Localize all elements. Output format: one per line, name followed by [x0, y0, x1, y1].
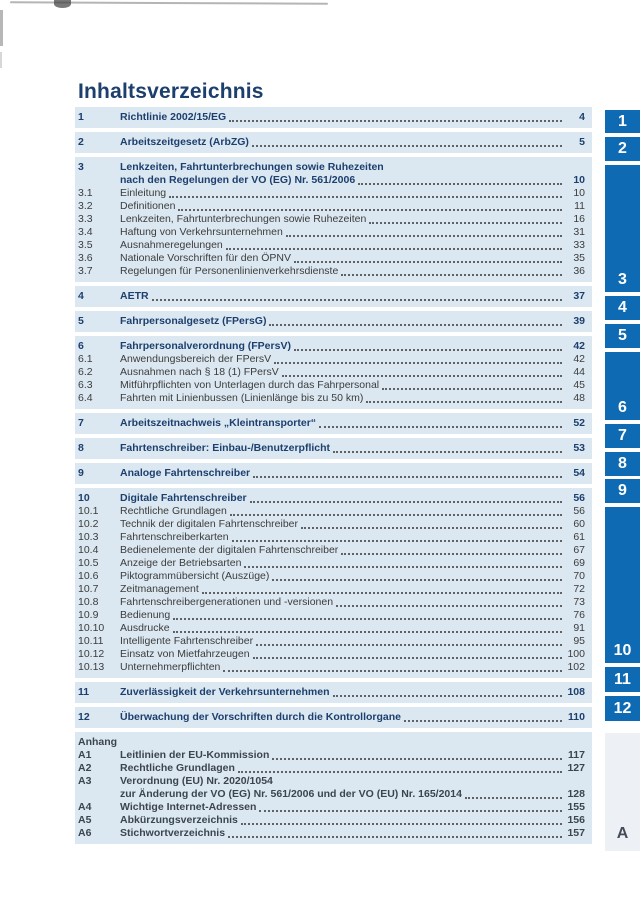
toc-row-number: 8 — [78, 442, 84, 454]
toc-block — [75, 732, 592, 844]
toc-row-label: Intelligente Fahrtenschreiber — [120, 635, 254, 647]
toc-row — [78, 622, 585, 635]
table-of-contents — [75, 107, 592, 844]
toc-row-number: 3.3 — [78, 213, 93, 225]
side-tab-6: 6 — [605, 352, 640, 420]
toc-row-page: 108 — [567, 686, 585, 698]
toc-row-number: 10.6 — [78, 570, 99, 582]
toc-row-label: Einleitung — [120, 187, 167, 199]
toc-row-label: Lenkzeiten, Fahrtunterbrechungen sowie Ruhezeiten — [120, 213, 367, 225]
toc-row — [78, 226, 585, 239]
toc-row-number: 4 — [78, 290, 84, 302]
toc-row-page: 4 — [579, 111, 585, 123]
toc-row-label: Bedienung — [120, 609, 171, 621]
toc-block — [75, 311, 592, 332]
toc-row-number: 10.11 — [78, 635, 104, 647]
side-tab-7: 7 — [605, 424, 640, 448]
toc-row-page: 61 — [573, 531, 585, 543]
toc-row-number: A2 — [78, 762, 92, 774]
toc-row-number: 10.8 — [78, 596, 99, 608]
toc-row-page: 37 — [573, 290, 585, 302]
toc-row-page: 11 — [574, 200, 585, 212]
toc-block — [75, 413, 592, 434]
toc-row — [78, 518, 585, 531]
toc-row-number: 10.1 — [78, 505, 99, 517]
side-tab-11: 11 — [605, 667, 640, 692]
toc-row-page: 117 — [568, 749, 585, 761]
toc-row — [78, 187, 585, 200]
toc-section-header — [78, 736, 585, 749]
toc-row-page: 10 — [573, 174, 585, 186]
toc-row-page: 156 — [567, 814, 585, 826]
toc-row-number: 3.1 — [78, 187, 93, 199]
toc-row — [78, 492, 585, 505]
toc-block — [75, 488, 592, 678]
toc-row-label: zur Änderung der VO (EG) Nr. 561/2006 und der VO (EU) Nr. 165/2014 — [120, 788, 462, 800]
toc-row-page: 100 — [567, 648, 585, 660]
toc-row-label: Zeitmanagement — [120, 583, 199, 595]
toc-row-page: 70 — [573, 570, 585, 582]
toc-row-label: Analoge Fahrtenschreiber — [120, 467, 251, 479]
toc-row — [78, 788, 585, 801]
toc-row-page: 42 — [573, 340, 585, 352]
toc-row-label: Ausnahmeregelungen — [120, 239, 223, 251]
toc-row — [78, 775, 585, 788]
toc-row — [78, 353, 585, 366]
toc-row — [78, 801, 585, 814]
toc-row-page: 33 — [573, 239, 585, 251]
dotted-leader — [269, 324, 562, 326]
toc-row-number: A3 — [78, 775, 92, 787]
dotted-leader — [178, 209, 562, 211]
toc-row — [78, 366, 585, 379]
toc-row-label: Leitlinien der EU-Kommission — [120, 749, 270, 761]
scan-artifact-edge — [0, 10, 3, 46]
toc-row-number: 6.4 — [78, 392, 93, 404]
toc-row-page: 110 — [568, 711, 585, 723]
toc-row — [78, 213, 585, 226]
dotted-leader — [358, 183, 562, 185]
toc-block — [75, 707, 592, 728]
toc-row — [78, 557, 585, 570]
toc-row-page: 56 — [573, 492, 585, 504]
toc-row-number: 1 — [78, 111, 84, 123]
toc-row-label: Einsatz von Mietfahrzeugen — [120, 648, 250, 660]
toc-row-page: 127 — [567, 762, 585, 774]
toc-row-label: Ausdrucke — [120, 622, 170, 634]
dotted-leader — [333, 695, 562, 697]
side-tab-10: 10 — [605, 507, 640, 663]
toc-row-number: 10.4 — [78, 544, 99, 556]
toc-row-number: 3.4 — [78, 226, 93, 238]
dotted-leader — [241, 823, 562, 825]
dotted-leader — [366, 401, 562, 403]
toc-row-label: Überwachung der Vorschriften durch die Kontrollorgane — [120, 711, 402, 723]
side-tab-a: A — [605, 733, 640, 851]
toc-row-page: 44 — [573, 366, 585, 378]
toc-row-label: Fahrten mit Linienbussen (Linienlänge bis zu 50 km) — [120, 392, 364, 404]
scan-artifact-line — [10, 1, 328, 4]
toc-block — [75, 107, 592, 128]
side-tab-2: 2 — [605, 137, 640, 161]
toc-row-label: Fahrtenschreiberkarten — [120, 531, 229, 543]
dotted-leader — [252, 145, 562, 147]
toc-row — [78, 827, 585, 840]
toc-row — [78, 174, 585, 187]
toc-row-number: A6 — [78, 827, 92, 839]
dotted-leader — [229, 120, 562, 122]
toc-row-page: 31 — [573, 226, 585, 238]
toc-row-number: 12 — [78, 711, 90, 723]
dotted-leader — [272, 579, 562, 581]
toc-row — [78, 661, 585, 674]
toc-row-number: 9 — [78, 467, 84, 479]
toc-row — [78, 467, 585, 480]
dotted-leader — [202, 592, 562, 594]
dotted-leader — [169, 196, 562, 198]
side-tab-8: 8 — [605, 452, 640, 476]
scan-artifact-edge — [0, 52, 2, 68]
dotted-leader — [404, 720, 562, 722]
toc-row — [78, 749, 585, 762]
toc-row-number: 6.2 — [78, 366, 93, 378]
dotted-leader — [244, 566, 562, 568]
toc-row — [78, 442, 585, 455]
toc-row-label: Fahrpersonalgesetz (FPersG) — [120, 315, 267, 327]
toc-row-label: nach den Regelungen der VO (EG) Nr. 561/2006 — [120, 174, 356, 186]
toc-row-label: Nationale Vorschriften für den ÖPNV — [120, 252, 292, 264]
toc-row-page: 54 — [573, 467, 585, 479]
toc-row — [78, 239, 585, 252]
dotted-leader — [369, 222, 562, 224]
dotted-leader — [256, 644, 562, 646]
toc-row-page: 69 — [573, 557, 585, 569]
toc-row-label: Verordnung (EU) Nr. 2020/1054 — [120, 775, 273, 787]
toc-row-page: 42 — [573, 353, 585, 365]
toc-row — [78, 340, 585, 353]
toc-row-page: 48 — [573, 392, 585, 404]
toc-row — [78, 544, 585, 557]
toc-row-label: Richtlinie 2002/15/EG — [120, 111, 227, 123]
toc-row-label: Rechtliche Grundlagen — [120, 762, 235, 774]
dotted-leader — [272, 758, 562, 760]
toc-row-page: 95 — [573, 635, 585, 647]
toc-row-label: Arbeitszeitgesetz (ArbZG) — [120, 136, 249, 148]
toc-row-number: 3.7 — [78, 265, 93, 277]
toc-row-number: A1 — [78, 749, 92, 761]
toc-row-page: 45 — [573, 379, 585, 391]
toc-row-page: 35 — [573, 252, 585, 264]
toc-row-page: 157 — [567, 827, 585, 839]
dotted-leader — [333, 451, 562, 453]
toc-row — [78, 596, 585, 609]
toc-row-page: 39 — [573, 315, 585, 327]
toc-block — [75, 286, 592, 307]
dotted-leader — [226, 248, 562, 250]
dotted-leader — [341, 274, 562, 276]
dotted-leader — [294, 349, 562, 351]
toc-row-page: 73 — [573, 596, 585, 608]
toc-row — [78, 635, 585, 648]
toc-row-number: 6.1 — [78, 353, 93, 365]
toc-row-label: Mitführpflichten von Unterlagen durch das Fahrpersonal — [120, 379, 380, 391]
toc-row — [78, 265, 585, 278]
dotted-leader — [238, 771, 562, 773]
side-tab-5: 5 — [605, 324, 640, 348]
side-tab-9: 9 — [605, 479, 640, 503]
toc-row — [78, 315, 585, 328]
toc-row — [78, 762, 585, 775]
toc-row-number: 10.9 — [78, 609, 99, 621]
toc-row-number: 10.7 — [78, 583, 99, 595]
toc-row — [78, 379, 585, 392]
toc-row-page: 67 — [573, 544, 585, 556]
scan-artifact-mark — [54, 0, 71, 8]
side-tab-3: 3 — [605, 165, 640, 292]
toc-row-number: 7 — [78, 417, 84, 429]
toc-row-page: 5 — [579, 136, 585, 148]
toc-row-number: 5 — [78, 315, 84, 327]
dotted-leader — [336, 605, 562, 607]
dotted-leader — [282, 375, 562, 377]
dotted-leader — [465, 797, 562, 799]
toc-row-number: 3 — [78, 161, 84, 173]
toc-row-number: 2 — [78, 136, 84, 148]
toc-row-number: 3.5 — [78, 239, 93, 251]
side-tab-4: 4 — [605, 296, 640, 320]
toc-row-label: Regelungen für Personenlinienverkehrsdienste — [120, 265, 339, 277]
dotted-leader — [228, 836, 562, 838]
toc-row — [78, 711, 585, 724]
toc-row-label: Zuverlässigkeit der Verkehrsunternehmen — [120, 686, 330, 698]
toc-row-label: Piktogrammübersicht (Auszüge) — [120, 570, 270, 582]
dotted-leader — [223, 670, 562, 672]
toc-row-page: 36 — [573, 265, 585, 277]
toc-row-page: 76 — [573, 609, 585, 621]
toc-row-label: Anzeige der Betriebsarten — [120, 557, 242, 569]
toc-row-number: 6 — [78, 340, 84, 352]
toc-row-label: Anwendungsbereich der FPersV — [120, 353, 272, 365]
toc-row-label: Stichwortverzeichnis — [120, 827, 226, 839]
toc-row-page: 56 — [573, 505, 585, 517]
toc-block — [75, 682, 592, 703]
toc-row — [78, 648, 585, 661]
dotted-leader — [230, 514, 562, 516]
toc-row — [78, 290, 585, 303]
side-tab-12: 12 — [605, 696, 640, 721]
toc-row — [78, 417, 585, 430]
toc-row-label: Unternehmerpflichten — [120, 661, 221, 673]
dotted-leader — [274, 362, 562, 364]
toc-block — [75, 463, 592, 484]
dotted-leader — [253, 476, 562, 478]
toc-row-label: Digitale Fahrtenschreiber — [120, 492, 247, 504]
side-tab-1: 1 — [605, 110, 640, 133]
dotted-leader — [259, 810, 562, 812]
toc-row-page: 72 — [573, 583, 585, 595]
dotted-leader — [301, 527, 562, 529]
toc-row-label: Lenkzeiten, Fahrtunterbrechungen sowie Ruhezeiten — [120, 161, 384, 173]
toc-row — [78, 252, 585, 265]
toc-row — [78, 609, 585, 622]
toc-row-number: 3.6 — [78, 252, 93, 264]
toc-row-label: Definitionen — [120, 200, 176, 212]
toc-row-number: 10.10 — [78, 622, 105, 634]
toc-row — [78, 583, 585, 596]
toc-row-label: Wichtige Internet-Adressen — [120, 801, 257, 813]
toc-row-number: 10 — [78, 492, 90, 504]
dotted-leader — [232, 540, 562, 542]
toc-row-page: 128 — [567, 788, 585, 800]
toc-block — [75, 336, 592, 409]
toc-row-label: Haftung von Verkehrsunternehmen — [120, 226, 283, 238]
toc-row — [78, 505, 585, 518]
toc-row — [78, 686, 585, 699]
toc-row — [78, 161, 585, 174]
toc-row-page: 91 — [573, 622, 585, 634]
toc-row-label: Arbeitszeitnachweis „Kleintransporter“ — [120, 417, 317, 429]
toc-row-label: Rechtliche Grundlagen — [120, 505, 227, 517]
toc-row-page: 53 — [573, 442, 585, 454]
toc-row — [78, 111, 585, 124]
toc-row-number: 10.3 — [78, 531, 99, 543]
dotted-leader — [253, 657, 562, 659]
toc-row — [78, 136, 585, 149]
toc-row-label: Fahrtenschreiber: Einbau-/Benutzerpflicht — [120, 442, 331, 454]
toc-row-number: 10.5 — [78, 557, 99, 569]
toc-block — [75, 132, 592, 153]
toc-row-label: Fahrtenschreibergenerationen und -versionen — [120, 596, 334, 608]
toc-block — [75, 157, 592, 282]
toc-row-number: 6.3 — [78, 379, 93, 391]
toc-row-number: Anhang — [78, 736, 118, 748]
toc-row-number: 10.12 — [78, 648, 105, 660]
toc-row — [78, 200, 585, 213]
toc-row — [78, 392, 585, 405]
page-title: Inhaltsverzeichnis — [78, 80, 264, 103]
toc-block — [75, 438, 592, 459]
dotted-leader — [341, 553, 562, 555]
dotted-leader — [173, 618, 562, 620]
toc-row-number: 11 — [78, 686, 90, 698]
toc-row-page: 60 — [573, 518, 585, 530]
toc-row-page: 16 — [573, 213, 585, 225]
dotted-leader — [173, 631, 562, 633]
toc-row-label: Abkürzungsverzeichnis — [120, 814, 238, 826]
toc-row — [78, 814, 585, 827]
toc-row — [78, 531, 585, 544]
toc-row-page: 155 — [567, 801, 585, 813]
toc-row-page: 102 — [567, 661, 585, 673]
toc-row-label: Bedienelemente der digitalen Fahrtenschreiber — [120, 544, 339, 556]
dotted-leader — [319, 426, 562, 428]
toc-row-number: A5 — [78, 814, 92, 826]
toc-row-label: Ausnahmen nach § 18 (1) FPersV — [120, 366, 279, 378]
toc-row-number: 10.13 — [78, 661, 105, 673]
toc-row-page: 10 — [573, 187, 585, 199]
dotted-leader — [294, 261, 562, 263]
dotted-leader — [286, 235, 562, 237]
dotted-leader — [250, 501, 562, 503]
toc-row-number: A4 — [78, 801, 92, 813]
toc-row-page: 52 — [573, 417, 585, 429]
toc-row-label: Fahrpersonalverordnung (FPersV) — [120, 340, 291, 352]
dotted-leader — [382, 388, 562, 390]
toc-row-number: 3.2 — [78, 200, 93, 212]
dotted-leader — [152, 299, 562, 301]
toc-row — [78, 570, 585, 583]
toc-row-label: Technik der digitalen Fahrtenschreiber — [120, 518, 299, 530]
toc-row-label: AETR — [120, 290, 149, 302]
toc-row-number: 10.2 — [78, 518, 99, 530]
